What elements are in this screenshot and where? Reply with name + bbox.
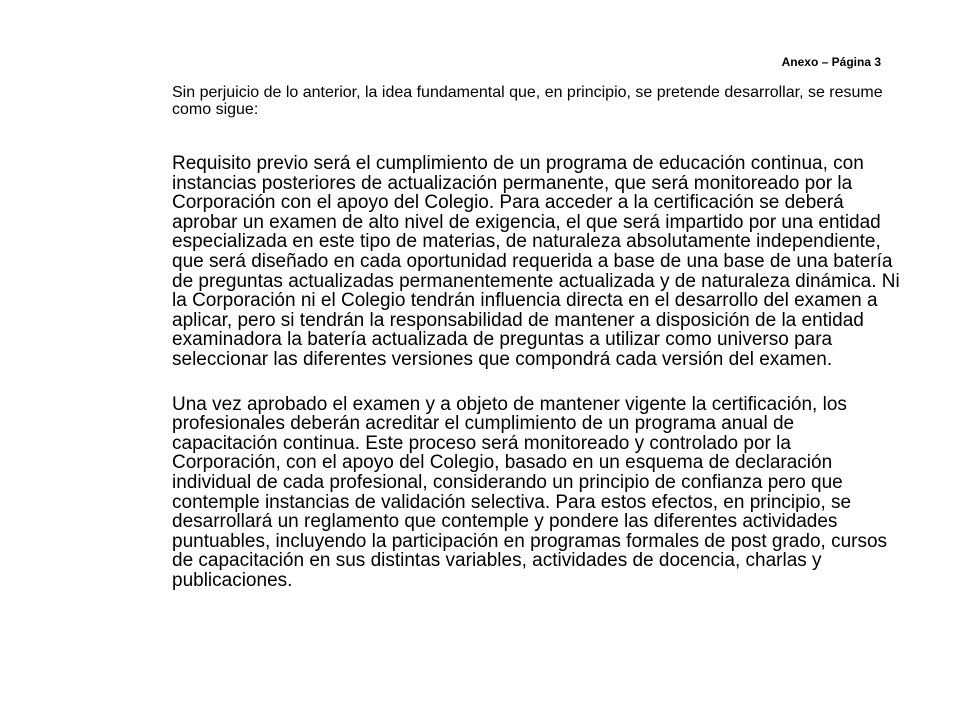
document-body [172,84,902,590]
intro-paragraph: Sin perjuicio de lo anterior, la idea fundamental que, en principio, se pretende desarrollar, se resume como sigue: [172,84,883,118]
page-header: Anexo – Página 3 [781,55,881,69]
paragraph-continuing-education: Una vez aprobado el examen y a objeto de mantener vigente la certificación, los profesionales deberán acreditar el cumplimiento de un programa anual de capacitación continua. Este proceso será monitoreado y controlado por la Corporación, con el apoyo del Colegio, basado en un esquema de declaración individual de cada profesional, considerando un principio de confianza pero que contemple instancias de validación selectiva. Para estos efectos, en principio, se desarrollará un reglamento que contemple y pondere las diferentes actividades puntuables, incluyendo la participación en programas formales de post grado, cursos de capacitación en sus distintas variables, actividades de docencia, charlas y publicaciones. [172,393,888,591]
paragraph-requirements: Requisito previo será el cumplimiento de un programa de educación continua, con instancias posteriores de actualización permanente, que será monitoreado por la Corporación con el apoyo del Colegio. Para acceder a la certificación se deberá aprobar un examen de alto nivel de exigencia, el que será impartido por una entidad especializada en este tipo de materias, de naturaleza absolutamente independiente, que será diseñado en cada oportunidad requerida a base de una base de una batería de preguntas actualizadas permanentemente actualizada y de naturaleza dinámica. Ni la Corporación ni el Colegio tendrán influencia directa en el desarrollo del examen a aplicar, pero si tendrán la responsabilidad de mantener a disposición de la entidad examinadora la batería actualizada de preguntas a utilizar como universo para seleccionar las diferentes versiones que compondrá cada versión del examen. [172,153,900,370]
